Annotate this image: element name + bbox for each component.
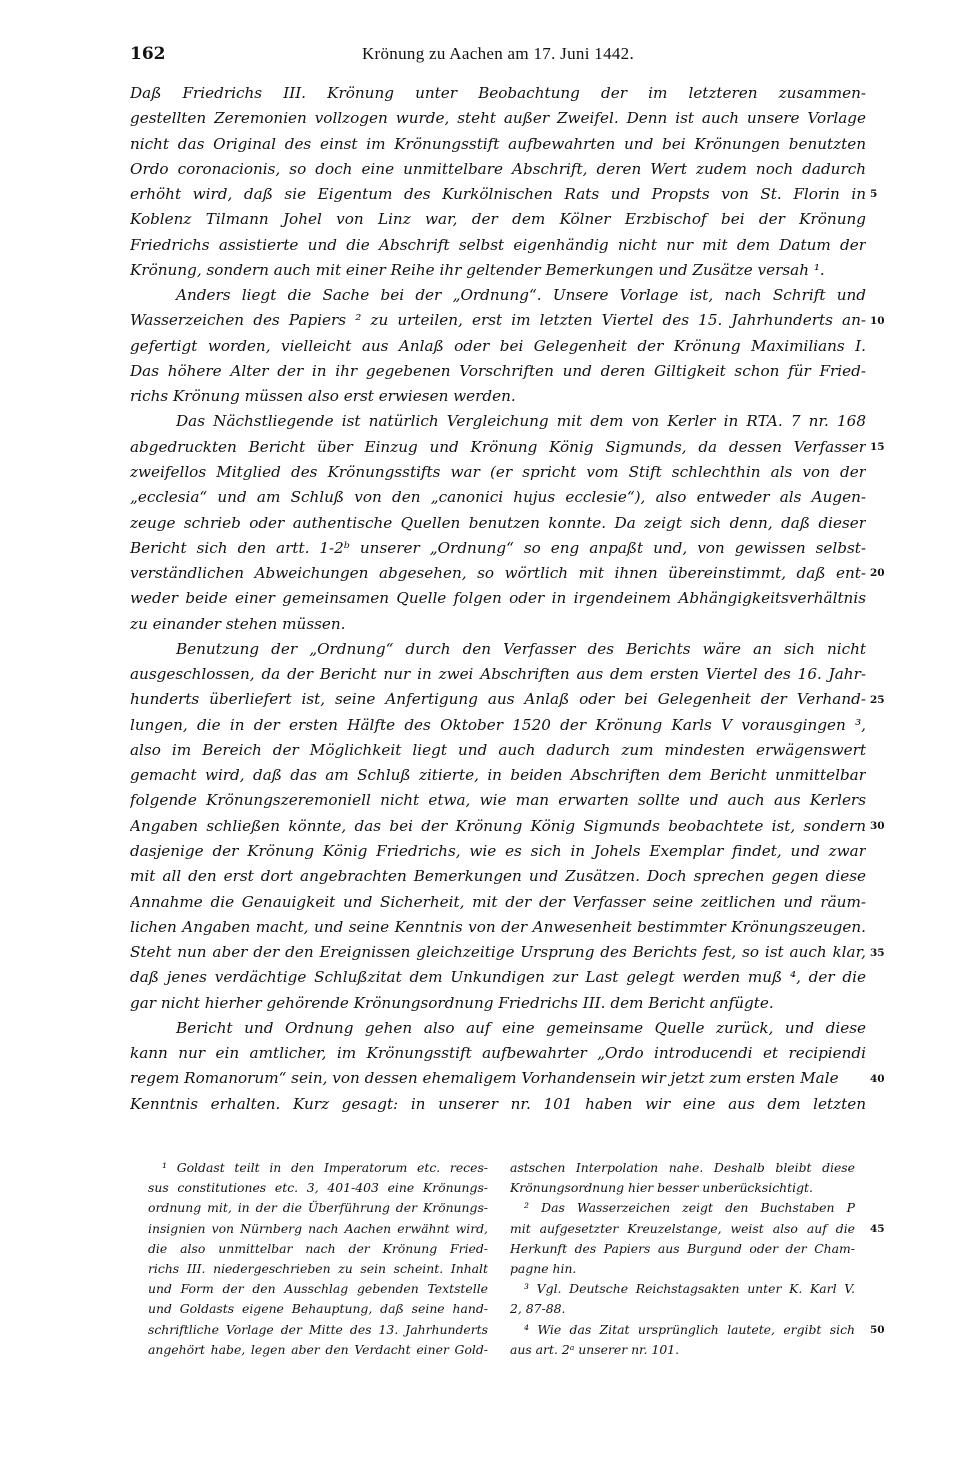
text-line: gar nicht hierher gehörende Krönungsordnung Friedrichs III. dem Bericht anfügte. bbox=[130, 993, 774, 1012]
footnote-line: angehört habe, legen aber den Verdacht einer Gold- bbox=[148, 1341, 488, 1357]
footnote-line: Krönungsordnung hier besser unberücksichtigt. bbox=[510, 1180, 813, 1196]
text-line: Krönung, sondern auch mit einer Reihe ihr geltender Bemerkungen und Zusätze versah ¹. bbox=[130, 260, 825, 279]
text-line: Ordo coronacionis, so doch eine unmittelbare Abschrift, deren Wert zudem noch dadurch bbox=[130, 159, 866, 178]
line-number: 35 bbox=[870, 946, 885, 959]
text-line: ausgeschlossen, da der Bericht nur in zwei Abschriften aus dem ersten Viertel des 16. Jahr- bbox=[130, 665, 866, 684]
text-line: Friedrichs assistierte und die Abschrift selbst eigenhändig nicht nur mit dem Datum der bbox=[130, 235, 866, 254]
page-number: 162 bbox=[130, 44, 166, 64]
text-line: Bericht sich den artt. 1-2ᵇ unserer „Ordnung“ so eng anpaßt und, von gewissen selbst- bbox=[130, 538, 866, 557]
line-number: 25 bbox=[870, 693, 885, 706]
text-line: Koblenz Tilmann Johel von Linz war, der dem Kölner Erzbischof bei der Krönung bbox=[130, 210, 866, 229]
footnote-line: ordnung mit, in der die Überführung der Krönungs- bbox=[148, 1200, 488, 1216]
text-line: zu einander stehen müssen. bbox=[130, 614, 346, 633]
line-number: 5 bbox=[870, 188, 878, 201]
text-line: gestellten Zeremonien vollzogen wurde, steht außer Zweifel. Denn ist auch unsere Vorlage bbox=[130, 109, 866, 128]
text-line: zweifellos Mitglied des Krönungsstifts war (er spricht vom Stift schlechthin als von der bbox=[130, 462, 866, 481]
text-line: verständlichen Abweichungen abgesehen, so wörtlich mit ihnen übereinstimmt, daß ent- bbox=[130, 564, 866, 583]
text-line: also im Bereich der Möglichkeit liegt und auch dadurch zum mindesten erwägenswert bbox=[130, 740, 866, 759]
footnote-line: richs III. niedergeschrieben zu sein scheint. Inhalt bbox=[148, 1260, 488, 1276]
text-line: kann nur ein amtlicher, im Krönungsstift aufbewahrter „Ordo introducendi et recipiendi bbox=[130, 1044, 866, 1063]
footnote-line: insignien von Nürnberg nach Aachen erwähnt wird, bbox=[148, 1220, 488, 1236]
text-line: Benutzung der „Ordnung“ durch den Verfasser des Berichts wäre an sich nicht bbox=[176, 639, 866, 658]
text-line: zeuge schrieb oder authentische Quellen benutzen konnte. Da zeigt sich denn, daß dieser bbox=[130, 513, 866, 532]
text-line: Angaben schließen könnte, das bei der Krönung König Sigmunds beobachtete ist, sondern bbox=[130, 816, 866, 835]
main-text bbox=[130, 81, 866, 1117]
footnote-line: aus art. 2ᵃ unserer nr. 101. bbox=[510, 1341, 680, 1357]
text-line: regem Romanorum“ sein, von dessen ehemaligem Vorhandensein wir jetzt zum ersten Male bbox=[130, 1069, 839, 1088]
text-line: Steht nun aber der den Ereignissen gleichzeitige Ursprung des Berichts fest, so ist auch klar, bbox=[130, 943, 866, 962]
page-header bbox=[130, 44, 866, 68]
footnote-line: schriftliche Vorlage der Mitte des 13. Jahrhunderts bbox=[148, 1321, 488, 1337]
footnote-line: ⁴ Wie das Zitat ursprünglich lautete, ergibt sich bbox=[524, 1321, 855, 1337]
running-head: Krönung zu Aachen am 17. Juni 1442. bbox=[361, 44, 635, 63]
text-line: „ecclesia“ und am Schluß von den „canonici hujus ecclesie“), also entweder als Augen- bbox=[130, 488, 866, 507]
footnote-line: und Form der den Ausschlag gebenden Textstelle bbox=[148, 1281, 488, 1297]
text-line: weder beide einer gemeinsamen Quelle folgen oder in irgendeinem Abhängigkeitsverhältnis bbox=[130, 589, 866, 608]
line-number: 30 bbox=[870, 820, 885, 833]
footnote-line-number: 50 bbox=[870, 1323, 885, 1336]
line-number: 15 bbox=[870, 440, 885, 453]
footnote-line: sus constitutiones etc. 3, 401-403 eine Krönungs- bbox=[148, 1180, 488, 1196]
footnote-column-right bbox=[510, 1158, 855, 1360]
footnote-line: die also unmittelbar nach der Krönung Fried- bbox=[148, 1240, 488, 1256]
text-line: richs Krönung müssen also erst erwiesen werden. bbox=[130, 387, 516, 406]
text-line: abgedruckten Bericht über Einzug und Krönung König Sigmunds, da dessen Verfasser bbox=[130, 437, 866, 456]
text-line: Daß Friedrichs III. Krönung unter Beobachtung der im letzteren zusammen- bbox=[130, 84, 866, 102]
footnote-column-left bbox=[148, 1158, 488, 1360]
line-number: 40 bbox=[870, 1072, 885, 1085]
text-line: lichen Angaben macht, und seine Kenntnis von der Anwesenheit bestimmter Krönungszeugen. bbox=[130, 917, 866, 936]
text-line: Wasserzeichen des Papiers ² zu urteilen, erst im letzten Viertel des 15. Jahrhunderts an- bbox=[130, 311, 866, 330]
text-line: gefertigt worden, vielleicht aus Anlaß oder bei Gelegenheit der Krönung Maximilians I. bbox=[130, 336, 866, 355]
text-line: Kenntnis erhalten. Kurz gesagt: in unserer nr. 101 haben wir eine aus dem letzten bbox=[130, 1094, 866, 1113]
text-line: Das Nächstliegende ist natürlich Vergleichung mit dem von Kerler in RTA. 7 nr. 168 bbox=[176, 412, 866, 431]
footnote-line: 2, 87-88. bbox=[510, 1301, 566, 1317]
text-line: daß jenes verdächtige Schlußzitat dem Unkundigen zur Last gelegt werden muß ⁴, der die bbox=[130, 968, 866, 987]
text-line: Bericht und Ordnung gehen also auf eine gemeinsame Quelle zurück, und diese bbox=[176, 1018, 866, 1037]
footnote-line: ² Das Wasserzeichen zeigt den Buchstaben P bbox=[524, 1200, 855, 1216]
line-number: 20 bbox=[870, 567, 885, 580]
text-line: erhöht wird, daß sie Eigentum des Kurkölnischen Rats und Propsts von St. Florin in bbox=[130, 185, 866, 204]
text-line: hunderts überliefert ist, seine Anfertigung aus Anlaß oder bei Gelegenheit der Verhand- bbox=[130, 690, 866, 709]
footnote-line: mit aufgesetzter Kreuzelstange, weist also auf die bbox=[510, 1220, 855, 1236]
footnote-line-number: 45 bbox=[870, 1222, 885, 1235]
text-line: mit all den erst dort angebrachten Bemerkungen und Zusätzen. Doch sprechen gegen diese bbox=[130, 867, 866, 886]
text-line: lungen, die in der ersten Hälfte des Oktober 1520 der Krönung Karls V vorausgingen ³, bbox=[130, 715, 866, 734]
footnote-line: und Goldasts eigene Behauptung, daß seine hand- bbox=[148, 1301, 488, 1317]
text-line: folgende Krönungszeremoniell nicht etwa, wie man erwarten sollte und auch aus Kerlers bbox=[130, 791, 866, 810]
line-number: 10 bbox=[870, 314, 885, 327]
footnote-line: ¹ Goldast teilt in den Imperatorum etc. reces- bbox=[162, 1160, 488, 1175]
text-line: gemacht wird, daß das am Schluß zitierte, in beiden Abschriften dem Bericht unmittelbar bbox=[130, 766, 866, 785]
footnote-line: astschen Interpolation nahe. Deshalb bleibt diese bbox=[510, 1160, 855, 1175]
footnote-line: pagne hin. bbox=[510, 1260, 577, 1276]
text-line: Annahme die Genauigkeit und Sicherheit, mit der der Verfasser seine zeitlichen und räum- bbox=[130, 892, 866, 911]
text-line: Das höhere Alter der in ihr gegebenen Vorschriften und deren Giltigkeit schon für Fried- bbox=[130, 361, 866, 380]
text-line: nicht das Original des einst im Krönungsstift aufbewahrten und bei Krönungen benutzten bbox=[130, 134, 866, 153]
text-line: dasjenige der Krönung König Friedrichs, wie es sich in Johels Exemplar findet, und zwar bbox=[130, 841, 866, 860]
footnote-line: Herkunft des Papiers aus Burgund oder der Cham- bbox=[510, 1240, 855, 1256]
footnote-line: ³ Vgl. Deutsche Reichstagsakten unter K. Karl V. bbox=[524, 1281, 855, 1297]
text-line: Anders liegt die Sache bei der „Ordnung“. Unsere Vorlage ist, nach Schrift und bbox=[176, 286, 866, 305]
